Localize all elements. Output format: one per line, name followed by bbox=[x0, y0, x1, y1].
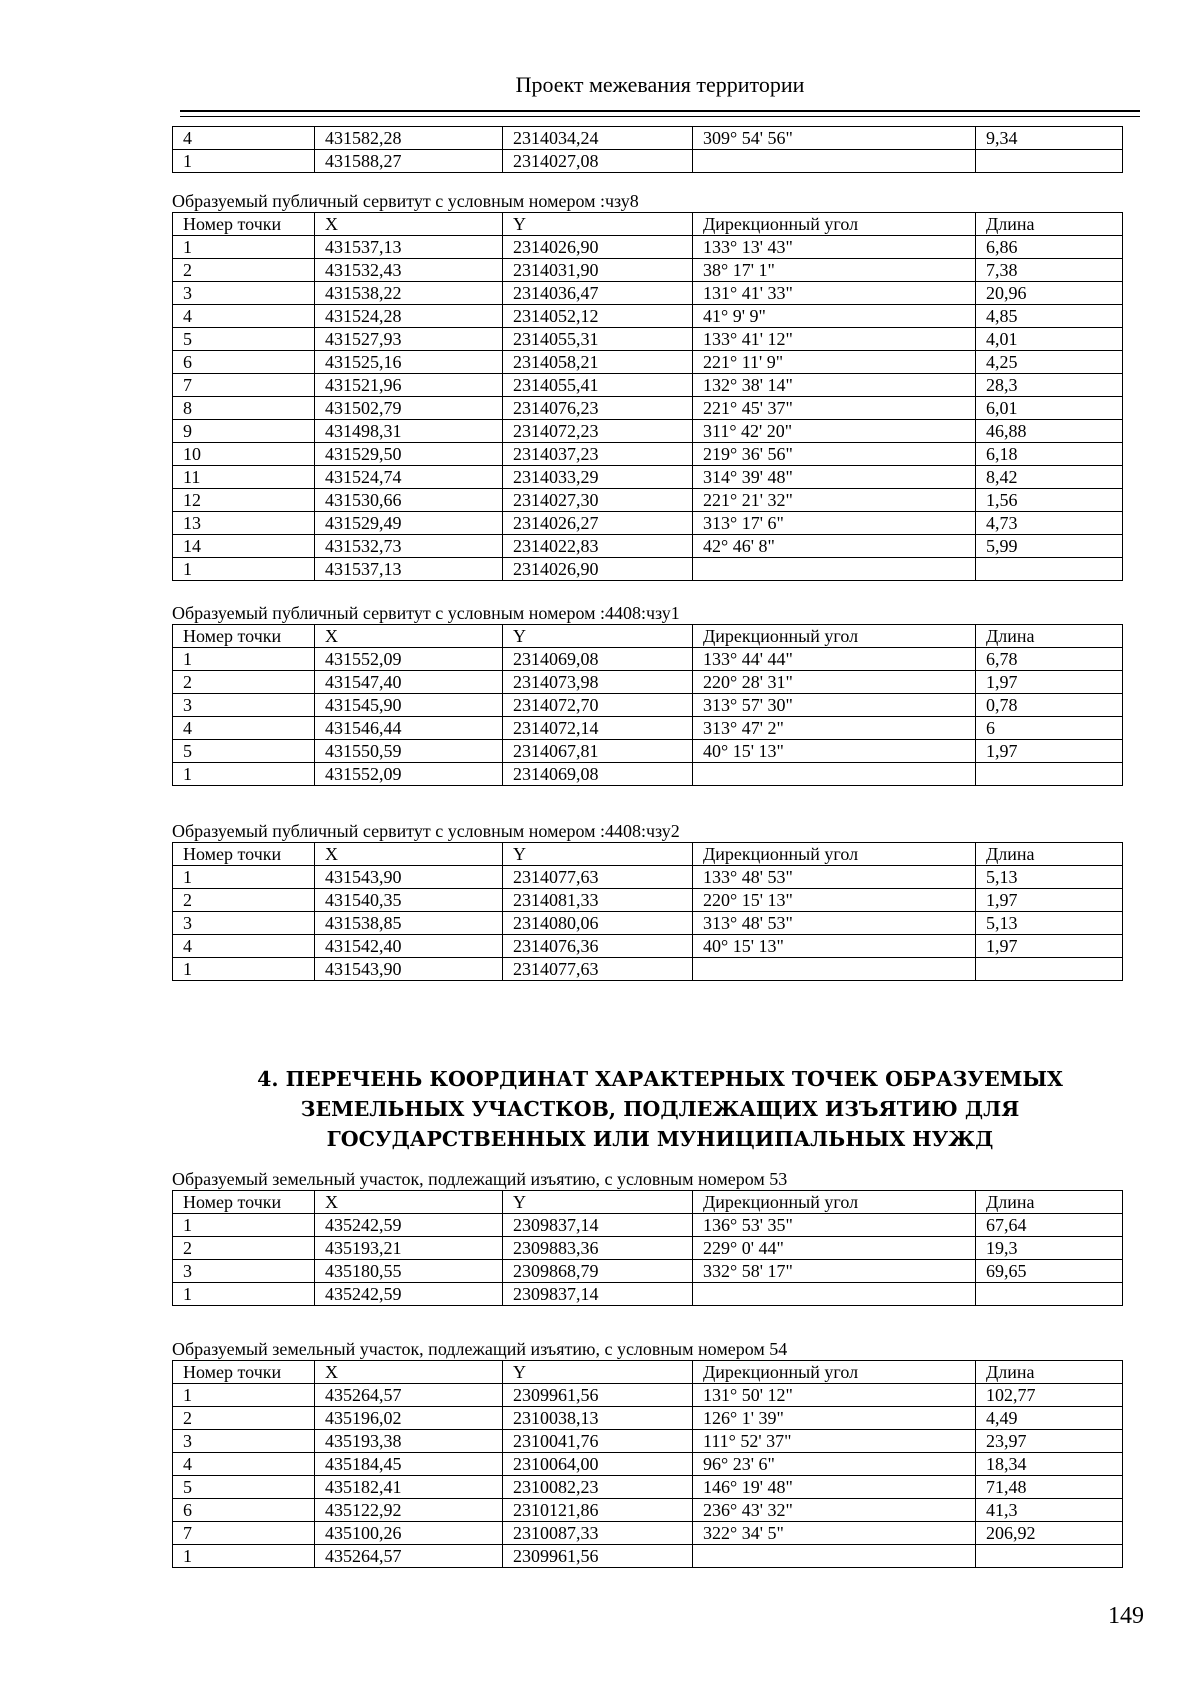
cell-x: 431527,93 bbox=[315, 328, 503, 351]
cell-direction-angle: 40° 15' 13" bbox=[693, 935, 976, 958]
cell-y: 2309837,14 bbox=[503, 1214, 693, 1237]
cell-length: 5,13 bbox=[976, 912, 1123, 935]
cell-y: 2314069,08 bbox=[503, 763, 693, 786]
cell-x: 431532,43 bbox=[315, 259, 503, 282]
header-rule-thin bbox=[180, 116, 1140, 117]
table-row bbox=[173, 1476, 1123, 1499]
table-row bbox=[173, 466, 1123, 489]
cell-length: 23,97 bbox=[976, 1430, 1123, 1453]
cell-x: 431552,09 bbox=[315, 648, 503, 671]
table-row bbox=[173, 512, 1123, 535]
coordinates-table bbox=[172, 1360, 1123, 1568]
cell-length bbox=[976, 763, 1123, 786]
column-header-x: X bbox=[315, 625, 503, 648]
cell-length: 28,3 bbox=[976, 374, 1123, 397]
cell-direction-angle: 133° 13' 43" bbox=[693, 236, 976, 259]
cell-point-number: 4 bbox=[173, 1453, 315, 1476]
cell-y: 2314026,27 bbox=[503, 512, 693, 535]
cell-x: 431543,90 bbox=[315, 958, 503, 981]
cell-point-number: 5 bbox=[173, 740, 315, 763]
cell-y: 2314069,08 bbox=[503, 648, 693, 671]
cell-point-number: 8 bbox=[173, 397, 315, 420]
cell-point-number: 2 bbox=[173, 671, 315, 694]
cell-x: 431547,40 bbox=[315, 671, 503, 694]
cell-x: 431545,90 bbox=[315, 694, 503, 717]
cell-y: 2314076,23 bbox=[503, 397, 693, 420]
cell-direction-angle bbox=[693, 763, 976, 786]
continued-table bbox=[172, 126, 1123, 173]
cell-x: 435184,45 bbox=[315, 1453, 503, 1476]
cell-point-number: 1 bbox=[173, 558, 315, 581]
cell-direction-angle: 313° 47' 2" bbox=[693, 717, 976, 740]
cell-length: 5,13 bbox=[976, 866, 1123, 889]
table-row bbox=[173, 935, 1123, 958]
cell-y: 2310038,13 bbox=[503, 1407, 693, 1430]
cell-y: 2309883,36 bbox=[503, 1237, 693, 1260]
cell-y: 2314036,47 bbox=[503, 282, 693, 305]
cell-direction-angle: 313° 48' 53" bbox=[693, 912, 976, 935]
table-caption: Образуемый публичный сервитут с условным номером :4408:чзу1 bbox=[172, 603, 680, 623]
column-header-x: X bbox=[315, 213, 503, 236]
column-header-y: Y bbox=[503, 1361, 693, 1384]
cell-y: 2314055,41 bbox=[503, 374, 693, 397]
cell-point-number: 5 bbox=[173, 1476, 315, 1499]
cell-point-number: 14 bbox=[173, 535, 315, 558]
table-row bbox=[173, 558, 1123, 581]
column-header-y: Y bbox=[503, 1191, 693, 1214]
cell-length: 20,96 bbox=[976, 282, 1123, 305]
table-row bbox=[173, 282, 1123, 305]
cell-length: 4,01 bbox=[976, 328, 1123, 351]
cell-y: 2314080,06 bbox=[503, 912, 693, 935]
cell-length bbox=[976, 1545, 1123, 1568]
column-header-x: X bbox=[315, 843, 503, 866]
cell-x: 431521,96 bbox=[315, 374, 503, 397]
cell-length bbox=[976, 150, 1123, 173]
column-header-angle: Дирекционный угол bbox=[693, 625, 976, 648]
table-caption: Образуемый публичный сервитут с условным номером :чзу8 bbox=[172, 191, 639, 211]
cell-x: 431529,50 bbox=[315, 443, 503, 466]
column-header-angle: Дирекционный угол bbox=[693, 843, 976, 866]
cell-y: 2314026,90 bbox=[503, 236, 693, 259]
cell-x: 431525,16 bbox=[315, 351, 503, 374]
cell-direction-angle: 133° 41' 12" bbox=[693, 328, 976, 351]
table-row bbox=[173, 866, 1123, 889]
cell-length: 8,42 bbox=[976, 466, 1123, 489]
coordinates-table bbox=[172, 842, 1123, 981]
cell-x: 435180,55 bbox=[315, 1260, 503, 1283]
cell-point-number: 2 bbox=[173, 259, 315, 282]
cell-point-number: 6 bbox=[173, 1499, 315, 1522]
cell-direction-angle: 229° 0' 44" bbox=[693, 1237, 976, 1260]
cell-y: 2310082,23 bbox=[503, 1476, 693, 1499]
cell-direction-angle: 132° 38' 14" bbox=[693, 374, 976, 397]
cell-length: 41,3 bbox=[976, 1499, 1123, 1522]
cell-length: 19,3 bbox=[976, 1237, 1123, 1260]
cell-length: 7,38 bbox=[976, 259, 1123, 282]
table-row bbox=[173, 259, 1123, 282]
column-header-y: Y bbox=[503, 843, 693, 866]
cell-length: 67,64 bbox=[976, 1214, 1123, 1237]
header-row bbox=[173, 625, 1123, 648]
header-row bbox=[173, 843, 1123, 866]
table-row bbox=[173, 1214, 1123, 1237]
section-heading-line: ЗЕМЕЛЬНЫХ УЧАСТКОВ, ПОДЛЕЖАЩИХ ИЗЪЯТИЮ ДЛЯ bbox=[300, 1097, 1020, 1121]
cell-direction-angle bbox=[693, 1283, 976, 1306]
table-row bbox=[173, 1283, 1123, 1306]
cell-length: 1,97 bbox=[976, 740, 1123, 763]
table-row bbox=[173, 236, 1123, 259]
column-header-point: Номер точки bbox=[173, 625, 315, 648]
cell-direction-angle: 219° 36' 56" bbox=[693, 443, 976, 466]
cell-length: 4,49 bbox=[976, 1407, 1123, 1430]
cell-point-number: 2 bbox=[173, 889, 315, 912]
column-header-y: Y bbox=[503, 625, 693, 648]
column-header-angle: Дирекционный угол bbox=[693, 1361, 976, 1384]
cell-point-number: 6 bbox=[173, 351, 315, 374]
table-caption: Образуемый земельный участок, подлежащий изъятию, с условным номером 54 bbox=[172, 1339, 788, 1359]
cell-y: 2314072,14 bbox=[503, 717, 693, 740]
cell-point-number: 4 bbox=[173, 717, 315, 740]
column-header-y: Y bbox=[503, 213, 693, 236]
cell-length bbox=[976, 958, 1123, 981]
cell-y: 2314037,23 bbox=[503, 443, 693, 466]
cell-length: 6,01 bbox=[976, 397, 1123, 420]
easement-table-block-chzu8 bbox=[172, 190, 1122, 581]
table-row bbox=[173, 420, 1123, 443]
cell-length: 6,78 bbox=[976, 648, 1123, 671]
table-row bbox=[173, 1430, 1123, 1453]
cell-y: 2309961,56 bbox=[503, 1384, 693, 1407]
cell-point-number: 13 bbox=[173, 512, 315, 535]
cell-x: 431546,44 bbox=[315, 717, 503, 740]
cell-x: 435122,92 bbox=[315, 1499, 503, 1522]
cell-point-number: 2 bbox=[173, 1407, 315, 1430]
table-row bbox=[173, 1260, 1123, 1283]
cell-point-number: 3 bbox=[173, 282, 315, 305]
table-row bbox=[173, 694, 1123, 717]
cell-direction-angle: 313° 57' 30" bbox=[693, 694, 976, 717]
page-header bbox=[180, 72, 1140, 128]
cell-direction-angle: 131° 41' 33" bbox=[693, 282, 976, 305]
header-row bbox=[173, 1191, 1123, 1214]
table-row bbox=[173, 648, 1123, 671]
cell-x: 431524,74 bbox=[315, 466, 503, 489]
cell-y: 2314072,70 bbox=[503, 694, 693, 717]
cell-y: 2314026,90 bbox=[503, 558, 693, 581]
cell-point-number: 12 bbox=[173, 489, 315, 512]
page-number: 149 bbox=[1108, 1603, 1144, 1629]
cell-direction-angle: 96° 23' 6" bbox=[693, 1453, 976, 1476]
table-row bbox=[173, 1522, 1123, 1545]
coordinates-table bbox=[172, 212, 1123, 581]
cell-direction-angle bbox=[693, 558, 976, 581]
table-row bbox=[173, 889, 1123, 912]
cell-x: 431538,22 bbox=[315, 282, 503, 305]
cell-y: 2314031,90 bbox=[503, 259, 693, 282]
table-row bbox=[173, 1384, 1123, 1407]
cell-x: 435196,02 bbox=[315, 1407, 503, 1430]
cell-y: 2314034,24 bbox=[503, 127, 693, 150]
table-row bbox=[173, 328, 1123, 351]
seizure-table-block-54 bbox=[172, 1338, 1122, 1568]
cell-y: 2314027,08 bbox=[503, 150, 693, 173]
cell-point-number: 1 bbox=[173, 866, 315, 889]
cell-length: 6 bbox=[976, 717, 1123, 740]
cell-length: 6,86 bbox=[976, 236, 1123, 259]
cell-length bbox=[976, 1283, 1123, 1306]
cell-length: 206,92 bbox=[976, 1522, 1123, 1545]
cell-direction-angle: 42° 46' 8" bbox=[693, 535, 976, 558]
table-row bbox=[173, 763, 1123, 786]
cell-x: 435242,59 bbox=[315, 1283, 503, 1306]
cell-length: 6,18 bbox=[976, 443, 1123, 466]
cell-length: 9,34 bbox=[976, 127, 1123, 150]
cell-length: 1,97 bbox=[976, 889, 1123, 912]
cell-x: 435182,41 bbox=[315, 1476, 503, 1499]
cell-length: 69,65 bbox=[976, 1260, 1123, 1283]
cell-y: 2309868,79 bbox=[503, 1260, 693, 1283]
table-row bbox=[173, 717, 1123, 740]
cell-x: 431552,09 bbox=[315, 763, 503, 786]
column-header-point: Номер точки bbox=[173, 1191, 315, 1214]
cell-y: 2314058,21 bbox=[503, 351, 693, 374]
cell-x: 435193,21 bbox=[315, 1237, 503, 1260]
cell-length: 46,88 bbox=[976, 420, 1123, 443]
cell-point-number: 2 bbox=[173, 1237, 315, 1260]
cell-x: 435264,57 bbox=[315, 1545, 503, 1568]
cell-y: 2314077,63 bbox=[503, 958, 693, 981]
cell-length: 5,99 bbox=[976, 535, 1123, 558]
cell-point-number: 1 bbox=[173, 1214, 315, 1237]
column-header-point: Номер точки bbox=[173, 1361, 315, 1384]
header-rule-thick bbox=[180, 110, 1140, 112]
column-header-length: Длина bbox=[976, 843, 1123, 866]
cell-y: 2310064,00 bbox=[503, 1453, 693, 1476]
table-row bbox=[173, 535, 1123, 558]
cell-y: 2314055,31 bbox=[503, 328, 693, 351]
cell-point-number: 1 bbox=[173, 1283, 315, 1306]
cell-point-number: 1 bbox=[173, 236, 315, 259]
header-row bbox=[173, 213, 1123, 236]
cell-length: 0,78 bbox=[976, 694, 1123, 717]
cell-y: 2310087,33 bbox=[503, 1522, 693, 1545]
cell-length: 102,77 bbox=[976, 1384, 1123, 1407]
cell-x: 431538,85 bbox=[315, 912, 503, 935]
cell-length: 4,73 bbox=[976, 512, 1123, 535]
cell-direction-angle: 313° 17' 6" bbox=[693, 512, 976, 535]
table-row bbox=[173, 397, 1123, 420]
cell-y: 2310041,76 bbox=[503, 1430, 693, 1453]
cell-length bbox=[976, 558, 1123, 581]
cell-direction-angle: 311° 42' 20" bbox=[693, 420, 976, 443]
cell-point-number: 1 bbox=[173, 648, 315, 671]
section-heading-line: ГОСУДАРСТВЕННЫХ ИЛИ МУНИЦИПАЛЬНЫХ НУЖД bbox=[326, 1127, 994, 1151]
cell-point-number: 3 bbox=[173, 1430, 315, 1453]
column-header-length: Длина bbox=[976, 625, 1123, 648]
cell-point-number: 4 bbox=[173, 935, 315, 958]
table-row bbox=[173, 305, 1123, 328]
cell-direction-angle: 322° 34' 5" bbox=[693, 1522, 976, 1545]
table-row bbox=[173, 1453, 1123, 1476]
table-row bbox=[173, 1407, 1123, 1430]
cell-x: 431502,79 bbox=[315, 397, 503, 420]
cell-x: 431530,66 bbox=[315, 489, 503, 512]
easement-table-block-4408-chzu1 bbox=[172, 602, 1122, 786]
header-row bbox=[173, 1361, 1123, 1384]
column-header-x: X bbox=[315, 1361, 503, 1384]
cell-length: 18,34 bbox=[976, 1453, 1123, 1476]
section-heading-line: 4. ПЕРЕЧЕНЬ КООРДИНАТ ХАРАКТЕРНЫХ ТОЧЕК ОБРАЗУЕМЫХ bbox=[257, 1067, 1063, 1091]
cell-x: 431542,40 bbox=[315, 935, 503, 958]
cell-point-number: 3 bbox=[173, 694, 315, 717]
cell-direction-angle: 136° 53' 35" bbox=[693, 1214, 976, 1237]
cell-direction-angle: 221° 21' 32" bbox=[693, 489, 976, 512]
easement-table-block-4408-chzu2 bbox=[172, 820, 1122, 981]
cell-point-number: 1 bbox=[173, 958, 315, 981]
cell-point-number: 1 bbox=[173, 763, 315, 786]
cell-x: 435264,57 bbox=[315, 1384, 503, 1407]
cell-direction-angle: 314° 39' 48" bbox=[693, 466, 976, 489]
cell-length: 4,25 bbox=[976, 351, 1123, 374]
cell-y: 2314077,63 bbox=[503, 866, 693, 889]
seizure-table-block-53 bbox=[172, 1168, 1122, 1306]
cell-x: 435100,26 bbox=[315, 1522, 503, 1545]
table-row bbox=[173, 351, 1123, 374]
column-header-length: Длина bbox=[976, 1361, 1123, 1384]
cell-y: 2314067,81 bbox=[503, 740, 693, 763]
cell-point-number: 1 bbox=[173, 1545, 315, 1568]
cell-x: 431532,73 bbox=[315, 535, 503, 558]
section-heading bbox=[180, 1064, 1140, 1154]
cell-x: 431540,35 bbox=[315, 889, 503, 912]
cell-point-number: 11 bbox=[173, 466, 315, 489]
cell-direction-angle: 309° 54' 56" bbox=[693, 127, 976, 150]
cell-point-number: 4 bbox=[173, 127, 315, 150]
cell-direction-angle bbox=[693, 958, 976, 981]
cell-direction-angle: 220° 28' 31" bbox=[693, 671, 976, 694]
cell-x: 431498,31 bbox=[315, 420, 503, 443]
cell-direction-angle: 332° 58' 17" bbox=[693, 1260, 976, 1283]
cell-point-number: 7 bbox=[173, 1522, 315, 1545]
column-header-angle: Дирекционный угол bbox=[693, 213, 976, 236]
cell-direction-angle: 146° 19' 48" bbox=[693, 1476, 976, 1499]
cell-direction-angle: 236° 43' 32" bbox=[693, 1499, 976, 1522]
table-row bbox=[173, 489, 1123, 512]
cell-y: 2314052,12 bbox=[503, 305, 693, 328]
cell-length: 4,85 bbox=[976, 305, 1123, 328]
cell-y: 2309837,14 bbox=[503, 1283, 693, 1306]
column-header-length: Длина bbox=[976, 213, 1123, 236]
table-row bbox=[173, 150, 1123, 173]
table-row bbox=[173, 912, 1123, 935]
cell-y: 2314073,98 bbox=[503, 671, 693, 694]
cell-y: 2310121,86 bbox=[503, 1499, 693, 1522]
cell-y: 2314022,83 bbox=[503, 535, 693, 558]
cell-direction-angle: 133° 44' 44" bbox=[693, 648, 976, 671]
cell-direction-angle: 133° 48' 53" bbox=[693, 866, 976, 889]
cell-direction-angle: 38° 17' 1" bbox=[693, 259, 976, 282]
cell-point-number: 4 bbox=[173, 305, 315, 328]
table-row bbox=[173, 1545, 1123, 1568]
cell-point-number: 9 bbox=[173, 420, 315, 443]
cell-direction-angle bbox=[693, 150, 976, 173]
cell-x: 431524,28 bbox=[315, 305, 503, 328]
cell-x: 431550,59 bbox=[315, 740, 503, 763]
cell-direction-angle bbox=[693, 1545, 976, 1568]
cell-direction-angle: 131° 50' 12" bbox=[693, 1384, 976, 1407]
column-header-point: Номер точки bbox=[173, 843, 315, 866]
table-caption: Образуемый земельный участок, подлежащий изъятию, с условным номером 53 bbox=[172, 1169, 788, 1189]
cell-point-number: 7 bbox=[173, 374, 315, 397]
cell-point-number: 5 bbox=[173, 328, 315, 351]
table-row bbox=[173, 958, 1123, 981]
cell-direction-angle: 220° 15' 13" bbox=[693, 889, 976, 912]
column-header-x: X bbox=[315, 1191, 503, 1214]
cell-direction-angle: 40° 15' 13" bbox=[693, 740, 976, 763]
column-header-point: Номер точки bbox=[173, 213, 315, 236]
cell-length: 1,56 bbox=[976, 489, 1123, 512]
cell-x: 431582,28 bbox=[315, 127, 503, 150]
cell-direction-angle: 221° 45' 37" bbox=[693, 397, 976, 420]
cell-x: 435193,38 bbox=[315, 1430, 503, 1453]
cell-y: 2314027,30 bbox=[503, 489, 693, 512]
cell-x: 431529,49 bbox=[315, 512, 503, 535]
table-row bbox=[173, 127, 1123, 150]
cell-direction-angle: 126° 1' 39" bbox=[693, 1407, 976, 1430]
cell-point-number: 10 bbox=[173, 443, 315, 466]
cell-x: 431588,27 bbox=[315, 150, 503, 173]
cell-direction-angle: 111° 52' 37" bbox=[693, 1430, 976, 1453]
cell-y: 2309961,56 bbox=[503, 1545, 693, 1568]
table-caption: Образуемый публичный сервитут с условным номером :4408:чзу2 bbox=[172, 821, 680, 841]
continued-table-block bbox=[172, 126, 1122, 173]
table-row bbox=[173, 374, 1123, 397]
cell-length: 1,97 bbox=[976, 935, 1123, 958]
cell-y: 2314081,33 bbox=[503, 889, 693, 912]
cell-x: 435242,59 bbox=[315, 1214, 503, 1237]
cell-direction-angle: 221° 11' 9" bbox=[693, 351, 976, 374]
cell-point-number: 1 bbox=[173, 1384, 315, 1407]
table-row bbox=[173, 1237, 1123, 1260]
cell-x: 431537,13 bbox=[315, 236, 503, 259]
cell-y: 2314033,29 bbox=[503, 466, 693, 489]
cell-point-number: 3 bbox=[173, 912, 315, 935]
column-header-angle: Дирекционный угол bbox=[693, 1191, 976, 1214]
coordinates-table bbox=[172, 624, 1123, 786]
table-row bbox=[173, 671, 1123, 694]
table-row bbox=[173, 443, 1123, 466]
document-title: Проект межевания территории bbox=[515, 72, 805, 97]
cell-direction-angle: 41° 9' 9" bbox=[693, 305, 976, 328]
cell-length: 1,97 bbox=[976, 671, 1123, 694]
cell-point-number: 1 bbox=[173, 150, 315, 173]
cell-length: 71,48 bbox=[976, 1476, 1123, 1499]
cell-x: 431543,90 bbox=[315, 866, 503, 889]
column-header-length: Длина bbox=[976, 1191, 1123, 1214]
table-row bbox=[173, 1499, 1123, 1522]
cell-x: 431537,13 bbox=[315, 558, 503, 581]
table-row bbox=[173, 740, 1123, 763]
coordinates-table bbox=[172, 1190, 1123, 1306]
cell-point-number: 3 bbox=[173, 1260, 315, 1283]
cell-y: 2314076,36 bbox=[503, 935, 693, 958]
cell-y: 2314072,23 bbox=[503, 420, 693, 443]
